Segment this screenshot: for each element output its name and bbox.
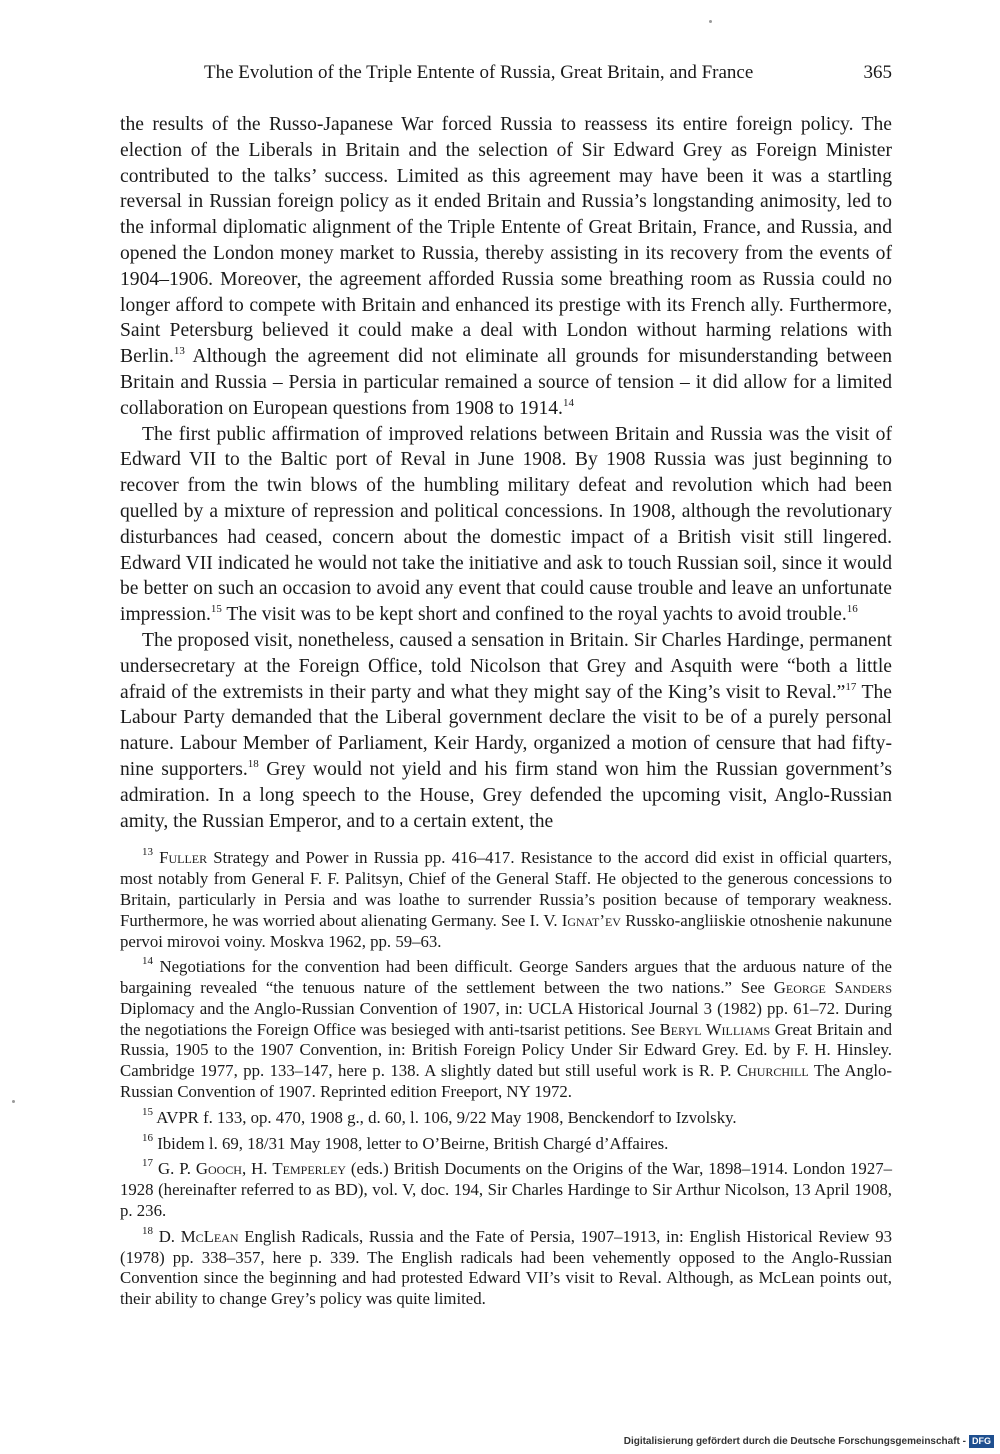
footnote-text: Ibidem l. 69, 18/31 May 1908, letter to O’Beirne, British Chargé d’Affaires.: [153, 1133, 669, 1153]
paragraph-text: The visit was to be kept short and confined to the royal yachts to avoid trouble.: [221, 604, 847, 626]
author-name: George Sanders: [773, 978, 892, 998]
footnote-18: [120, 1224, 892, 1310]
footnote-ref-17: 17: [845, 680, 857, 693]
footnote-14: [120, 957, 892, 1103]
footnotes: [120, 848, 892, 1310]
footnote-text: , H.: [241, 1159, 273, 1179]
footnote-text: D.: [153, 1226, 181, 1246]
scan-speck: [709, 20, 712, 23]
author-name: Fuller: [159, 848, 208, 868]
author-name: Beryl Williams: [659, 1019, 771, 1039]
credit-text: Digitalisierung gefördert durch die Deutsche Forschungsgemeinschaft -: [623, 1436, 966, 1447]
footnote-number: 17: [142, 1157, 153, 1170]
footnote-number: 15: [142, 1105, 153, 1118]
body-text: [120, 112, 892, 834]
paragraph-3: [120, 628, 892, 834]
footnote-ref-16: 16: [846, 603, 858, 616]
paragraph-1: [120, 112, 892, 422]
footnote-13: [120, 848, 892, 952]
footnote-text: Strategy and Power in Russia pp. 416–417. Resistance to the accord did exist in official quarters, most notably from General F. F. Palitsyn, Chief of the General Staff. He objected to the generous concessions to Britain, particularly in Persia and was loathe to surrender Russia’s position because of temporary weakness. Furthermore, he was worried about alienating Germany. See I. V.: [120, 848, 892, 930]
author-name: Gooch: [195, 1159, 242, 1179]
author-name: Churchill: [736, 1061, 809, 1081]
paragraph-2: [120, 422, 892, 628]
paragraph-text: the results of the Russo-Japanese War forced Russia to reassess its entire foreign policy. The election of the Liberals in Britain and the selection of Sir Edward Grey as Foreign Minister contributed to the talks’ success. Limited as this agreement may have been it was a startling reversal in Russian foreign policy as it ended Britain and Russia’s longstanding animosity, led to the informal diplomatic alignment of the Triple Entente of Great Britain, France, and Russia, and opened the London money market to Russia, thereby assisting in its recovery from the events of 1904–1906. Moreover, the agreement afforded Russia some breathing room as Russia could no longer afford to compete with Britain and enhanced its prestige with its French ally. Furthermore, Saint Petersburg believed it could make a deal with London without harming relations with Berlin.: [120, 114, 892, 368]
author-name: Ignat’ev: [561, 910, 621, 930]
running-head-title: The Evolution of the Triple Entente of Russia, Great Britain, and France: [204, 62, 754, 83]
footnote-text: Russko-angliiskie otnoshenie nakunune pervoi mirovoi voiny. Moskva 1962, pp. 59–63.: [120, 910, 892, 951]
author-name: McLean: [180, 1226, 239, 1246]
page-number: 365: [863, 62, 892, 83]
scan-speck: [12, 1100, 15, 1103]
footnote-16: [120, 1131, 892, 1155]
footnote-ref-18: 18: [247, 757, 259, 770]
footnote-text: Great Britain and Russia, 1905 to the 1907 Convention, in: British Foreign Policy Under Sir Edward Grey. Ed. by F. H. Hinsley. Cambridge 1977, pp. 133–147, here p. 138. A slightly dated but still useful work is R. P.: [120, 1019, 892, 1081]
footnote-text: Negotiations for the convention had been difficult. George Sanders argues that the arduous nature of the bargaining revealed “the tenuous nature of the settlement between the two nations.” See: [120, 957, 892, 998]
author-name: Temperley: [272, 1159, 346, 1179]
paragraph-text: The first public affirmation of improved relations between Britain and Russia was the visit of Edward VII to the Baltic port of Reval in June 1908. By 1908 Russia was just beginning to recover from the twin blows of the humbling military defeat and revolution which had been quelled by a mixture of repression and political concessions. In 1908, although the revolutionary disturbances had ceased, concern about the domestic impact of a British visit still lingered. Edward VII indicated he would not take the initiative and ask to touch Russian soil, since it would be better on such an occasion to avoid any event that could cause trouble and leave an unfortunate impression.: [120, 423, 892, 626]
footnote-text: G. P.: [153, 1159, 196, 1179]
paragraph-text: Grey would not yield and his firm stand won him the Russian government’s admiration. In a long speech to the House, Grey defended the upcoming visit, Anglo-Russian amity, the Russian Emperor, and to a certain extent, the: [120, 758, 892, 832]
digitization-credit: [624, 1435, 994, 1448]
footnote-ref-14: 14: [562, 396, 574, 409]
footnote-ref-15: 15: [210, 603, 222, 616]
footnote-text: English Radicals, Russia and the Fate of Persia, 1907–1913, in: English Historical Review 93 (1978) pp. 338–357, here p. 339. The English radicals had been vehemently opposed to the Anglo-Russian Convention since the beginning and had protested Edward VII’s visit to Reval. Although, as McLean points out, their ability to change Grey’s policy was quite limited.: [120, 1226, 892, 1309]
paragraph-text: The Labour Party demanded that the Liberal government declare the visit to be of a purely personal nature. Labour Member of Parliament, Keir Hardy, organized a motion of censure that had fifty-nine supporters.: [120, 681, 892, 780]
dfg-logo: DFG: [969, 1435, 994, 1448]
paragraph-text: Although the agreement did not eliminate all grounds for misunderstanding between Britain and Russia – Persia in particular remained a source of tension – it did allow for a limited collaboration on European questions from 1908 to 1914.: [120, 346, 892, 419]
footnote-number: 13: [142, 846, 153, 859]
footnote-number: 18: [142, 1224, 153, 1237]
footnote-17: [120, 1159, 892, 1221]
footnote-text: AVPR f. 133, op. 470, 1908 g., d. 60, l. 106, 9/22 May 1908, Benckendorf to Izvolsky.: [153, 1107, 737, 1127]
footnote-text: Diplomacy and the Anglo-Russian Convention of 1907, in: UCLA Historical Journal 3 (1982) pp. 61–72. During the negotiations the Foreign Office was besieged with anti-tsarist petitions. See: [120, 998, 892, 1039]
footnote-number: 16: [142, 1131, 153, 1144]
footnote-ref-13: 13: [173, 345, 185, 358]
footnote-15: [120, 1105, 892, 1129]
running-head: [120, 60, 892, 90]
paragraph-text: The proposed visit, nonetheless, caused a sensation in Britain. Sir Charles Hardinge, permanent undersecretary at the Foreign Office, told Nicolson that Grey and Asquith were “both a little afraid of the extremists in their party and what they might say of the King’s visit to Reval.”: [120, 629, 892, 703]
footnote-number: 14: [142, 955, 153, 968]
document-page: [120, 60, 892, 1315]
footnote-text: The Anglo-Russian Convention of 1907. Reprinted edition Freeport, NY 1972.: [120, 1061, 892, 1102]
footnote-text: (eds.) British Documents on the Origins of the War, 1898–1914. London 1927–1928 (hereinafter referred to as BD), vol. V, doc. 194, Sir Charles Hardinge to Sir Arthur Nicolson, 13 April 1908, p. 236.: [120, 1159, 892, 1221]
